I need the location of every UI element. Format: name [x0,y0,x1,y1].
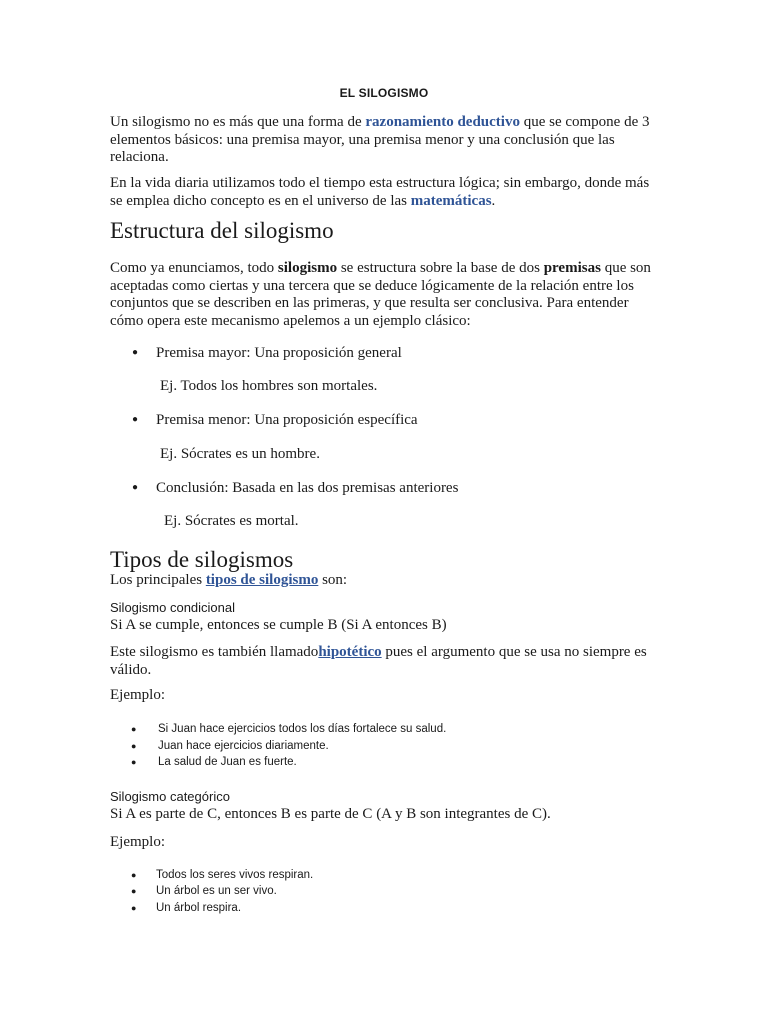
condicional-rule: Si A se cumple, entonces se cumple B (Si A entonces B) [110,617,447,633]
bullet-icon: ● [132,347,139,358]
tipos-intro: Los principales tipos de silogismo son: [110,572,348,588]
bullet-icon: ● [131,741,137,751]
intro-paragraph-1: Un silogismo no es más que una forma de razonamiento deductivo que se compone de 3 elementos básicos: una premisa mayor, una premisa menor y una conclusión que las relaciona. [110,114,650,165]
hipotetico-link[interactable]: hipotético [318,644,382,660]
condicional-description: Este silogismo es también llamadohipotético pues el argumento que se usa no siempre es válido. [110,644,647,678]
example-premisa-mayor: Ej. Todos los hombres son mortales. [160,378,378,394]
matematicas-link[interactable]: matemáticas [410,192,492,209]
razonamiento-deductivo-link[interactable]: razonamiento deductivo [365,114,520,130]
condicional-ejemplo-label: Ejemplo: [110,687,165,703]
bullet-icon: ● [132,482,139,493]
example-conclusion: Ej. Sócrates es mortal. [164,513,299,529]
document-page: EL SILOGISMO Un silogismo no es más que una forma de razonamiento deductivo que se compone de 3 elementos básicos: una premisa mayor, una premisa menor y una conclusión que las relaciona. En la vida diaria utilizamos todo el tiempo esta estructura lógica; sin embargo, donde más se emplea dicho concepto es en el universo de las matemáticas. Estructura del silogismo Como ya enunciamos, todo silogismo se estructura sobre la base de dos premisas que son aceptadas como ciertas y una tercera que se deduce lógicamente de la relación entre los conjuntos que se describen en las primeras, y que resulta ser conclusiva. Para entender cómo opera este mecanismo apelemos a un ejemplo clásico: ● Premisa mayor: Una proposición general Ej. Todos los hombres son mortales. ● Premisa menor: Una proposición específica Ej. Sócrates es un hombre. ● Conclusión: Basada en las dos premisas anteriores Ej. Sócrates es mortal. Tipos de silogismos Los principales tipos de silogismo son: Silogismo condicional Si A se cumple, entonces se cumple B (Si A entonces B) Este silogismo es también llamadohipotético pues el argumento que se usa no siempre es válido. Ejemplo: ● Si Juan hace ejercicios todos los días fortalece su salud. ● Juan hace ejercicios diariamente. ● La salud de Juan es fuerte. Silogismo categórico Si A es parte de C, entonces B es parte de C (A y B son integrantes de C). Ejemplo: ● Todos los seres vivos respiran. ● Un árbol es un ser vivo. ● Un árbol respira. [0,0,768,1024]
categorico-rule: Si A es parte de C, entonces B es parte de C (A y B son integrantes de C). [110,806,551,822]
tipos-de-silogismo-link[interactable]: tipos de silogismo [205,572,319,588]
bullet-icon: ● [132,414,139,425]
heading-tipos: Tipos de silogismos [110,547,294,572]
bullet-icon: ● [131,870,137,880]
bullet-icon: ● [131,886,137,896]
bullet-icon: ● [131,903,137,913]
heading-estructura: Estructura del silogismo [110,218,334,243]
bullet-icon: ● [131,757,137,767]
subheading-condicional: Silogismo condicional [110,600,236,615]
document-title: EL SILOGISMO [339,86,429,100]
estructura-paragraph: Como ya enunciamos, todo silogismo se estructura sobre la base de dos premisas que son aceptadas como ciertas y una tercera que se deduce lógicamente de la relación entre los conjuntos que se describen en las primeras, y que resulta ser conclusiva. Para entender cómo opera este mecanismo apelemos a un ejemplo clásico: [110,260,651,329]
example-premisa-menor: Ej. Sócrates es un hombre. [160,446,320,462]
intro-paragraph-2: En la vida diaria utilizamos todo el tiempo esta estructura lógica; sin embargo, donde más se emplea dicho concepto es en el universo de las matemáticas. [110,175,650,209]
subheading-categorico: Silogismo categórico [110,789,230,804]
categorico-ejemplo-label: Ejemplo: [110,834,165,850]
bullet-icon: ● [131,724,137,734]
